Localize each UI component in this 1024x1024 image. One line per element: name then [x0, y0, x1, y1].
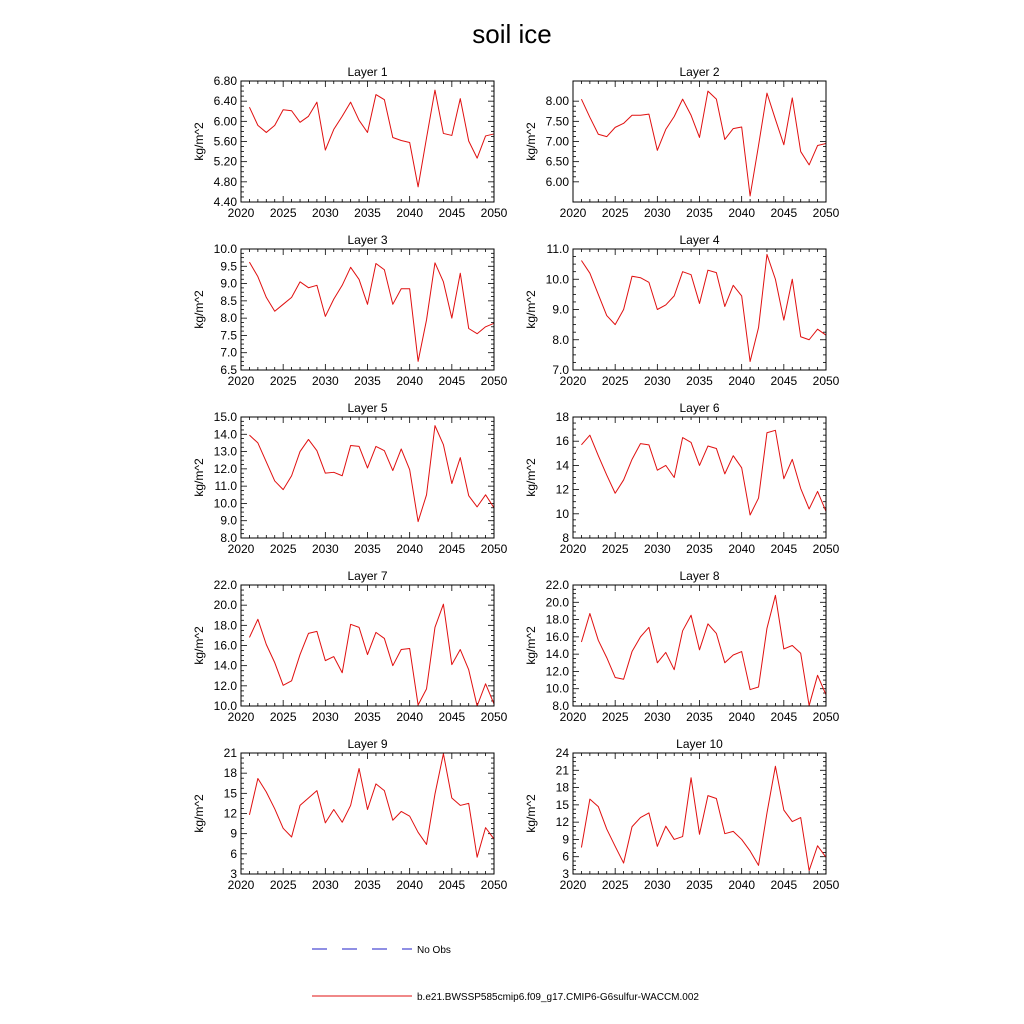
y-tick-label: 24 [555, 746, 569, 760]
y-tick-label: 3 [562, 867, 569, 881]
y-tick-label: 14.0 [545, 647, 569, 662]
x-tick-label: 2020 [559, 542, 587, 556]
plot-frame [241, 81, 494, 202]
x-tick-label: 2045 [438, 206, 466, 220]
figure-title: soil ice [472, 19, 552, 49]
y-tick-label: 20.0 [213, 598, 237, 613]
x-tick-label: 2050 [812, 542, 840, 556]
x-tick-label: 2035 [354, 878, 381, 892]
x-tick-label: 2030 [643, 878, 671, 892]
y-tick-label: 8 [562, 531, 569, 545]
x-tick-label: 2035 [686, 206, 713, 220]
x-tick-label: 2025 [601, 374, 629, 388]
x-tick-label: 2020 [227, 878, 255, 892]
plot-frame [573, 585, 826, 706]
y-tick-label: 6.80 [213, 74, 237, 88]
panel-title: Layer 6 [679, 401, 720, 415]
x-tick-label: 2025 [601, 206, 629, 220]
x-tick-label: 2020 [559, 710, 587, 724]
x-tick-label: 2025 [269, 878, 297, 892]
y-tick-label: 10 [555, 506, 569, 521]
y-tick-label: 12 [555, 482, 569, 497]
x-tick-label: 2050 [480, 206, 508, 220]
x-tick-label: 2020 [227, 374, 255, 388]
x-tick-label: 2045 [438, 710, 466, 724]
x-tick-label: 2020 [559, 206, 587, 220]
x-tick-label: 2040 [728, 542, 756, 556]
legend [312, 945, 699, 1003]
y-tick-label: 6.40 [213, 94, 237, 109]
series-line [249, 754, 494, 858]
y-tick-label: 21 [223, 746, 237, 760]
y-tick-label: 14.0 [213, 427, 237, 442]
y-tick-label: 6 [562, 849, 569, 864]
x-tick-label: 2020 [559, 374, 587, 388]
y-tick-label: 7.0 [220, 345, 237, 360]
y-tick-label: 12.0 [545, 664, 569, 679]
y-tick-label: 6.5 [220, 363, 237, 377]
x-tick-label: 2035 [686, 710, 713, 724]
y-axis-label: kg/m^2 [192, 290, 206, 329]
x-tick-label: 2035 [686, 542, 713, 556]
y-tick-label: 8.0 [220, 311, 237, 326]
plot-frame [573, 249, 826, 370]
x-tick-label: 2020 [227, 206, 255, 220]
panel-layer-1 [192, 65, 508, 220]
series-line [581, 595, 826, 705]
y-axis-label: kg/m^2 [524, 626, 538, 665]
y-tick-label: 18 [555, 780, 569, 795]
y-tick-label: 8.0 [220, 531, 237, 545]
panel-layer-4 [524, 233, 840, 388]
series-line [581, 254, 826, 361]
x-tick-label: 2050 [812, 878, 840, 892]
x-tick-label: 2045 [770, 710, 798, 724]
x-tick-label: 2040 [728, 710, 756, 724]
x-tick-label: 2045 [438, 878, 466, 892]
y-tick-label: 20.0 [545, 595, 569, 610]
x-tick-label: 2050 [812, 374, 840, 388]
y-tick-label: 9.0 [552, 302, 569, 317]
series-line [249, 90, 494, 187]
x-tick-label: 2045 [770, 878, 798, 892]
panel-title: Layer 4 [679, 233, 720, 247]
y-tick-label: 7.50 [545, 114, 569, 129]
y-tick-label: 4.40 [213, 195, 237, 209]
y-tick-label: 8.5 [220, 293, 237, 308]
y-axis-label: kg/m^2 [192, 458, 206, 497]
x-tick-label: 2040 [728, 206, 756, 220]
x-tick-label: 2030 [643, 206, 671, 220]
y-tick-label: 8.0 [552, 699, 569, 713]
y-tick-label: 8.00 [545, 94, 569, 109]
y-axis-label: kg/m^2 [192, 626, 206, 665]
x-tick-label: 2050 [480, 542, 508, 556]
y-tick-label: 13.0 [213, 444, 237, 459]
panel-layer-10 [524, 737, 840, 892]
panel-title: Layer 8 [679, 569, 720, 583]
y-tick-label: 10.0 [213, 699, 237, 713]
x-tick-label: 2045 [438, 374, 466, 388]
y-tick-label: 7.00 [545, 134, 569, 149]
y-tick-label: 12 [555, 815, 569, 830]
plot-frame [573, 753, 826, 874]
y-tick-label: 14 [555, 458, 569, 473]
y-tick-label: 10.0 [213, 242, 237, 256]
x-tick-label: 2045 [438, 542, 466, 556]
x-tick-label: 2030 [311, 374, 339, 388]
panel-title: Layer 1 [347, 65, 388, 79]
panel-title: Layer 2 [679, 65, 720, 79]
x-tick-label: 2030 [311, 878, 339, 892]
y-axis-label: kg/m^2 [524, 794, 538, 833]
x-tick-label: 2050 [480, 710, 508, 724]
panel-title: Layer 9 [347, 737, 388, 751]
y-tick-label: 6.50 [545, 154, 569, 169]
y-axis-label: kg/m^2 [192, 122, 206, 161]
y-axis-label: kg/m^2 [524, 290, 538, 329]
y-tick-label: 22.0 [213, 578, 237, 592]
series-line [581, 430, 826, 515]
panel-title: Layer 10 [676, 737, 723, 751]
y-tick-label: 15.0 [213, 410, 237, 424]
y-tick-label: 12 [223, 806, 237, 821]
series-line [249, 262, 494, 361]
x-tick-label: 2040 [728, 878, 756, 892]
x-tick-label: 2020 [227, 710, 255, 724]
y-tick-label: 18 [223, 766, 237, 781]
x-tick-label: 2030 [311, 710, 339, 724]
series-line [249, 604, 494, 706]
x-tick-label: 2040 [396, 710, 424, 724]
y-axis-label: kg/m^2 [192, 794, 206, 833]
y-tick-label: 4.80 [213, 174, 237, 189]
x-tick-label: 2050 [812, 206, 840, 220]
panel-title: Layer 3 [347, 233, 388, 247]
legend-model-label: b.e21.BWSSP585cmip6.f09_g17.CMIP6-G6sulfur-WACCM.002 [417, 992, 699, 1003]
y-tick-label: 15 [223, 786, 237, 801]
y-tick-label: 9.5 [220, 259, 237, 274]
x-tick-label: 2030 [643, 374, 671, 388]
y-axis-label: kg/m^2 [524, 458, 538, 497]
x-tick-label: 2020 [559, 878, 587, 892]
plot-frame [573, 81, 826, 202]
y-tick-label: 8.0 [552, 332, 569, 347]
y-tick-label: 10.0 [213, 496, 237, 511]
y-tick-label: 16.0 [213, 638, 237, 653]
y-tick-label: 18.0 [545, 612, 569, 627]
y-tick-label: 7.0 [552, 363, 569, 377]
y-tick-label: 5.60 [213, 134, 237, 149]
panels-container [192, 65, 840, 892]
x-tick-label: 2030 [311, 206, 339, 220]
x-tick-label: 2040 [396, 374, 424, 388]
y-tick-label: 3 [230, 867, 237, 881]
panel-layer-3 [192, 233, 508, 388]
plot-frame [241, 417, 494, 538]
y-tick-label: 5.20 [213, 154, 237, 169]
x-tick-label: 2030 [643, 542, 671, 556]
y-axis-label: kg/m^2 [524, 122, 538, 161]
x-tick-label: 2050 [480, 374, 508, 388]
plot-frame [241, 585, 494, 706]
x-tick-label: 2035 [686, 374, 713, 388]
series-line [581, 766, 826, 870]
x-tick-label: 2040 [396, 206, 424, 220]
plot-frame [573, 417, 826, 538]
x-tick-label: 2040 [396, 878, 424, 892]
panel-title: Layer 5 [347, 401, 388, 415]
x-tick-label: 2035 [354, 542, 381, 556]
y-tick-label: 6.00 [545, 174, 569, 189]
legend-no-obs-label: No Obs [417, 945, 451, 956]
x-tick-label: 2035 [354, 206, 381, 220]
x-tick-label: 2025 [269, 374, 297, 388]
panel-layer-9 [192, 737, 508, 892]
x-tick-label: 2025 [269, 206, 297, 220]
y-tick-label: 9 [230, 826, 237, 841]
y-tick-label: 10.0 [545, 272, 569, 287]
x-tick-label: 2040 [396, 542, 424, 556]
y-tick-label: 7.5 [220, 328, 237, 343]
y-tick-label: 10.0 [545, 681, 569, 696]
x-tick-label: 2045 [770, 206, 798, 220]
x-tick-label: 2025 [601, 542, 629, 556]
y-tick-label: 11.0 [546, 242, 569, 256]
plot-frame [241, 753, 494, 874]
x-tick-label: 2050 [480, 878, 508, 892]
panel-layer-5 [192, 401, 508, 556]
y-tick-label: 9 [562, 832, 569, 847]
x-tick-label: 2040 [728, 374, 756, 388]
y-tick-label: 16 [555, 434, 569, 449]
x-tick-label: 2045 [770, 542, 798, 556]
y-tick-label: 18 [555, 410, 569, 424]
y-tick-label: 9.0 [220, 513, 237, 528]
series-line [249, 426, 494, 522]
y-tick-label: 22.0 [545, 578, 569, 592]
y-tick-label: 12.0 [213, 678, 237, 693]
x-tick-label: 2035 [686, 878, 713, 892]
y-tick-label: 11.0 [214, 479, 237, 494]
y-tick-label: 21 [555, 763, 569, 778]
x-tick-label: 2030 [643, 710, 671, 724]
series-line [581, 91, 826, 196]
x-tick-label: 2025 [601, 878, 629, 892]
y-tick-label: 6.00 [213, 114, 237, 129]
panel-layer-2 [524, 65, 840, 220]
y-tick-label: 12.0 [213, 461, 237, 476]
y-tick-label: 9.0 [220, 276, 237, 291]
x-tick-label: 2030 [311, 542, 339, 556]
x-tick-label: 2045 [770, 374, 798, 388]
x-tick-label: 2025 [269, 710, 297, 724]
y-tick-label: 18.0 [213, 618, 237, 633]
y-tick-label: 6 [230, 846, 237, 861]
panel-layer-7 [192, 569, 508, 724]
y-tick-label: 14.0 [213, 658, 237, 673]
panel-layer-6 [524, 401, 840, 556]
x-tick-label: 2025 [269, 542, 297, 556]
x-tick-label: 2035 [354, 374, 381, 388]
x-tick-label: 2035 [354, 710, 381, 724]
y-tick-label: 16.0 [545, 629, 569, 644]
panel-title: Layer 7 [347, 569, 388, 583]
panel-layer-8 [524, 569, 840, 724]
x-tick-label: 2020 [227, 542, 255, 556]
plot-frame [241, 249, 494, 370]
x-tick-label: 2050 [812, 710, 840, 724]
x-tick-label: 2025 [601, 710, 629, 724]
y-tick-label: 15 [555, 797, 569, 812]
